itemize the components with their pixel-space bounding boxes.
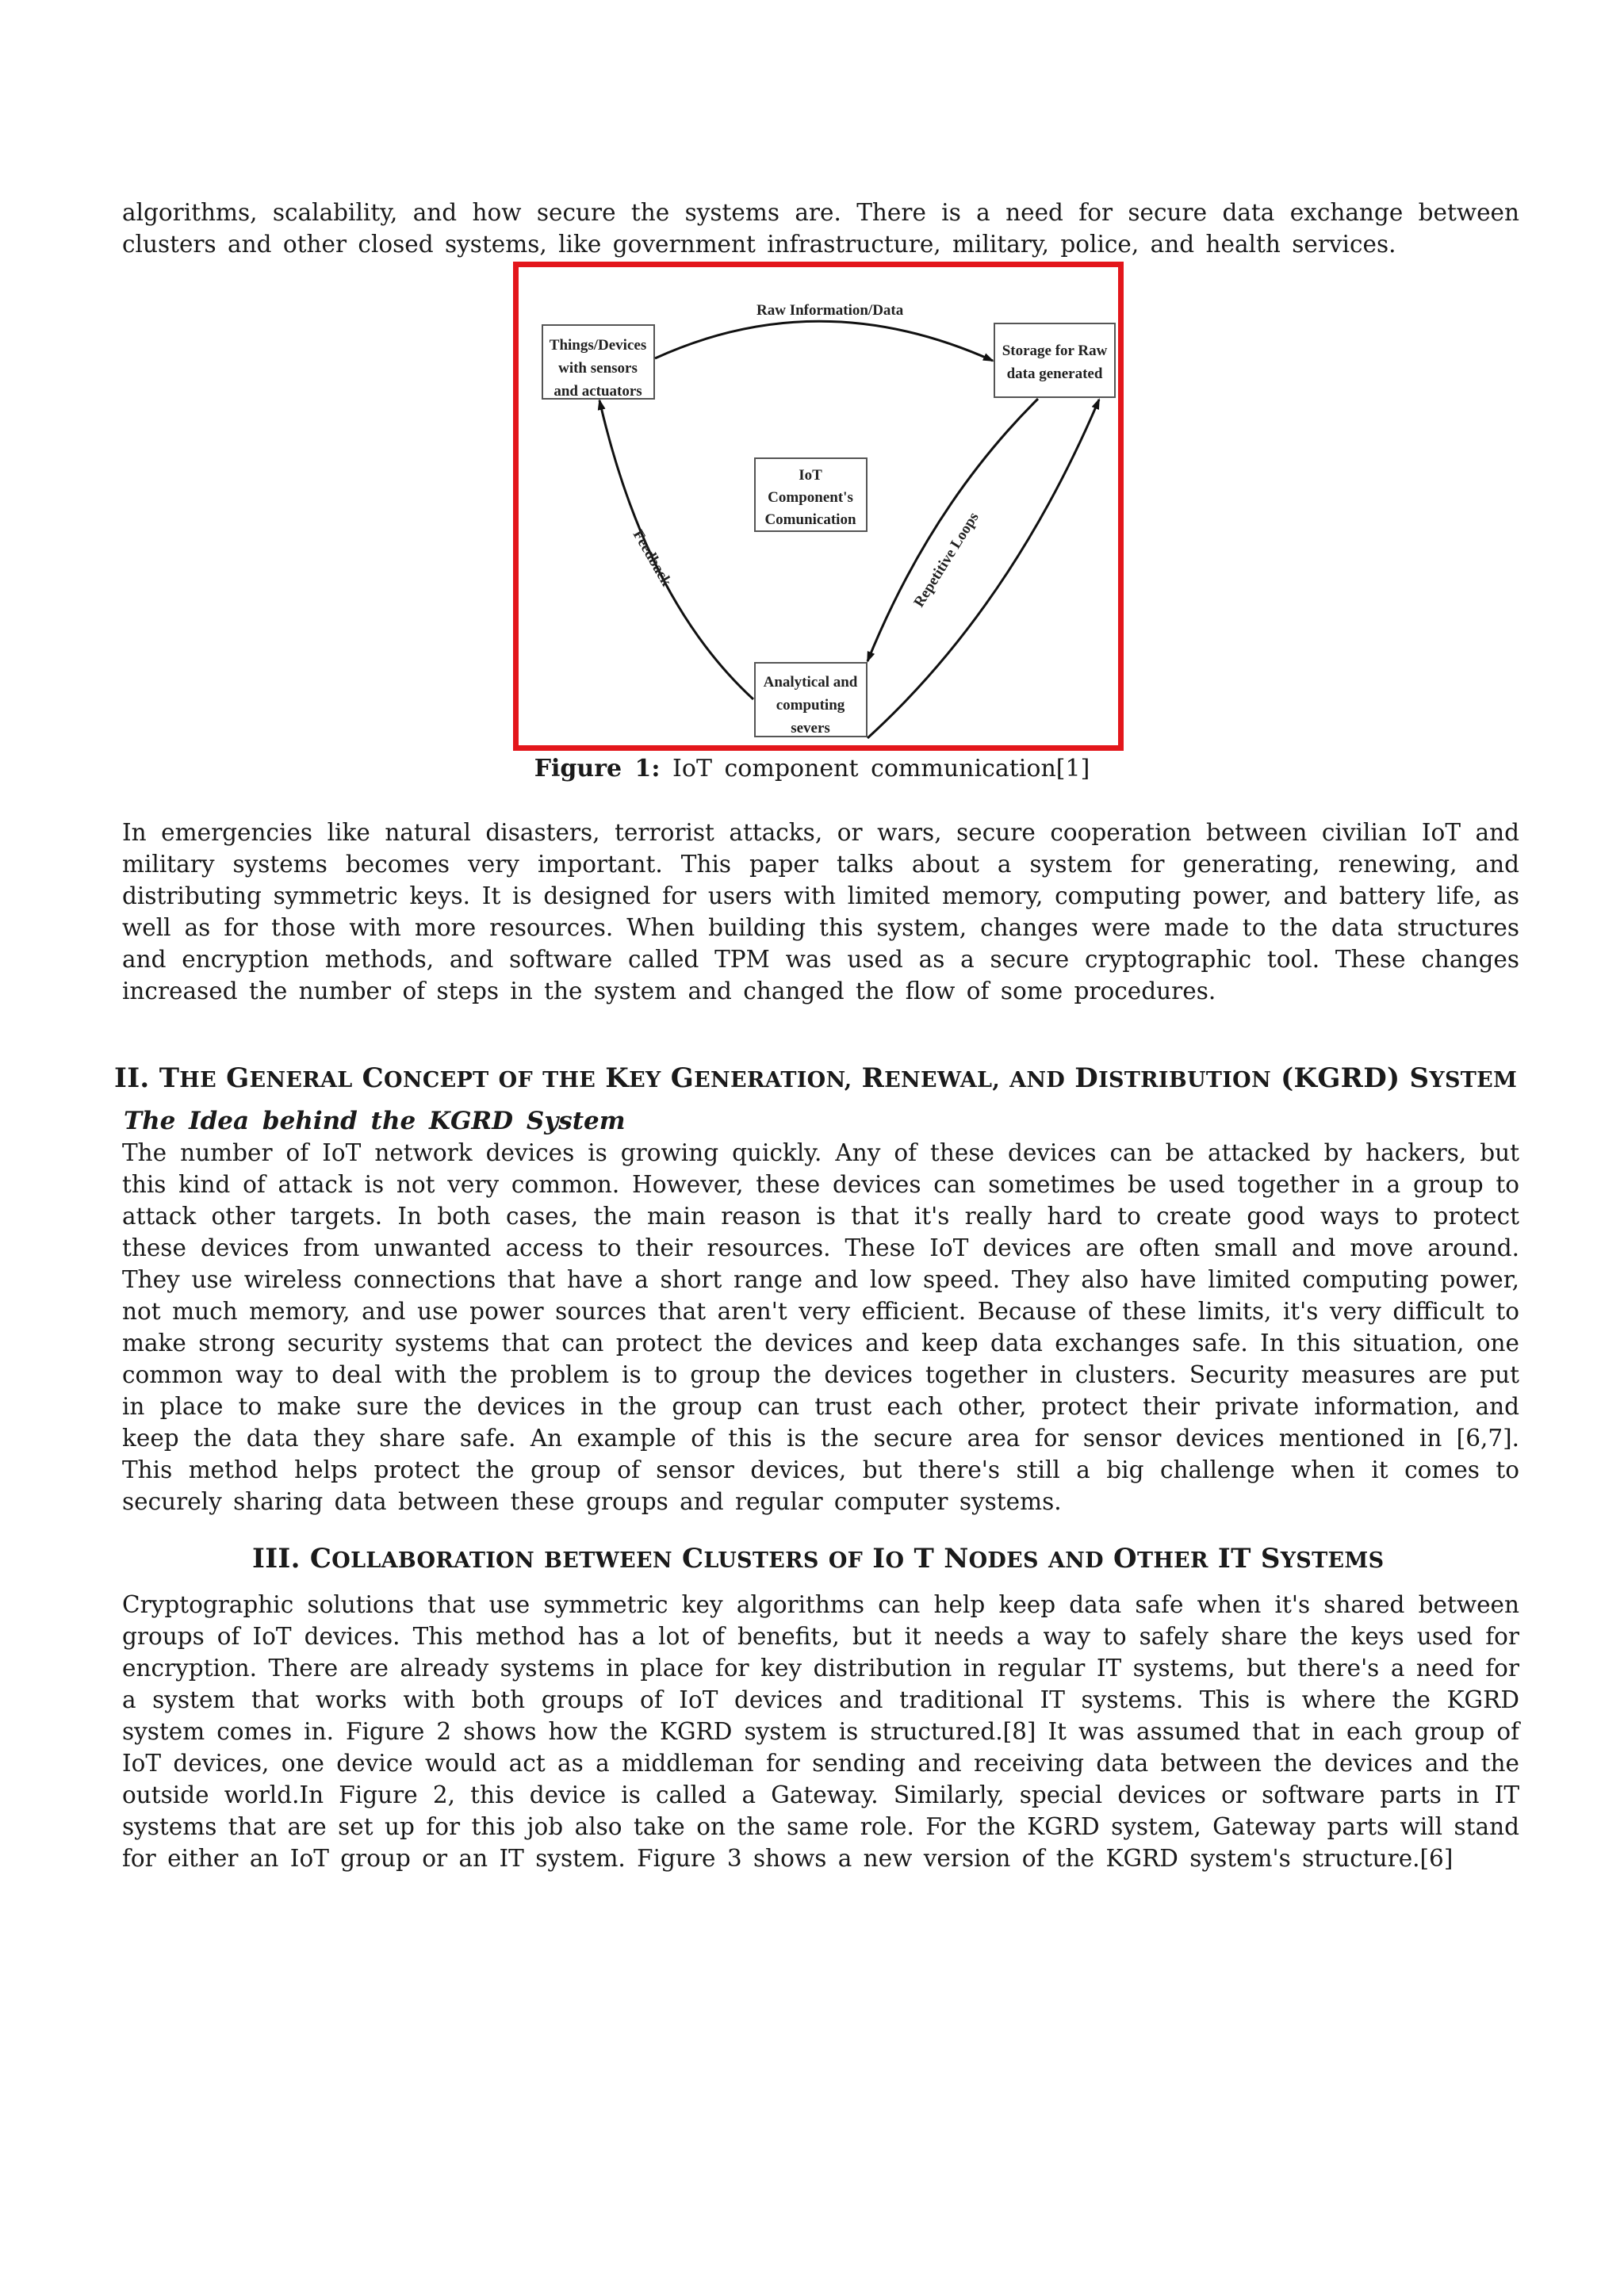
heading-word-cap: R: [861, 1062, 885, 1094]
section-3-numeral: III.: [252, 1543, 301, 1575]
heading-word: [605, 1062, 661, 1094]
heading-word-rest: HE: [179, 1068, 216, 1093]
paragraph-collaboration: Cryptographic solutions that use symmetric key algorithms can help keep data safe when it's shared between groups of IoT devices. This method has a lot of benefits, but it needs a way to safely share the keys used for encryption. There are already systems in place for key distribution in regular IT systems, but there's a need for a system that works with both groups of IoT devices and traditional IT systems. This is where the KGRD system comes in. Figure 2 shows how the KGRD system is structured.[8] It was assumed that in each group of IoT devices, one device would act as a middleman for sending and receiving data between the devices and the outside world.In Figure 2, this device is called a Gateway. Similarly, special devices or software parts in IT systems that are set up for this job also take on the same role. For the KGRD system, Gateway parts will stand for either an IoT group or an IT system. Figure 3 shows a new version of the KGRD system's structure.[6]: [122, 1591, 1519, 1872]
heading-word-rest: OF: [498, 1068, 533, 1093]
node-center-line3: Comunication: [764, 511, 856, 528]
heading-word-cap: C: [309, 1543, 332, 1575]
heading-section-2: [114, 1061, 1517, 1098]
label-raw-data: Raw Information/Data: [756, 302, 904, 319]
heading-word-rest: ENERATION,: [694, 1068, 852, 1093]
heading-word: [1074, 1062, 1271, 1094]
heading-word-rest: BETWEEN: [544, 1548, 672, 1573]
heading-word-rest: ODES: [968, 1548, 1039, 1573]
heading-word-cap: S: [1260, 1543, 1281, 1575]
heading-word-rest: ENEWAL,: [884, 1068, 1001, 1093]
heading-word: [1009, 1062, 1065, 1094]
node-storage-line1: Storage for Raw: [1002, 342, 1108, 359]
heading-word: [226, 1062, 352, 1094]
heading-word-rest: ISTRIBUTION: [1098, 1068, 1271, 1093]
arrow-loop-down: [868, 399, 1038, 661]
heading-word-rest: OLLABORATION: [331, 1548, 534, 1573]
figure-1-caption: [0, 753, 1624, 785]
heading-word: [1281, 1062, 1400, 1094]
heading-word-rest: EY: [629, 1068, 661, 1093]
node-analytics-line2: computing: [776, 697, 845, 714]
node-things-line2: with sensors: [558, 360, 638, 377]
node-things-line1: Things/Devices: [549, 337, 647, 354]
heading-word-rest: YSTEM: [1429, 1068, 1518, 1093]
heading-word-rest: AND: [1048, 1548, 1104, 1573]
heading-word-rest: OF: [828, 1548, 864, 1573]
figure-1-frame: [513, 262, 1124, 751]
node-analytics-line1: Analytical and: [763, 674, 858, 691]
heading-word-cap: K: [605, 1062, 630, 1094]
node-center-iot: [755, 458, 867, 531]
heading-word-cap: G: [670, 1062, 695, 1094]
heading-word: [671, 1062, 852, 1094]
heading-word-cap: G: [226, 1062, 250, 1094]
heading-word-rest: O: [885, 1548, 905, 1573]
heading-word: [362, 1062, 489, 1094]
heading-word-rest: YSTEMS: [1280, 1548, 1385, 1573]
node-storage: [994, 323, 1115, 397]
node-center-line2: Component's: [768, 489, 853, 506]
heading-word: [862, 1062, 1000, 1094]
node-things-devices: [542, 325, 654, 400]
heading-word: [914, 1543, 934, 1575]
heading-word-cap: IT: [1217, 1543, 1251, 1575]
heading-word-cap: T: [159, 1062, 180, 1094]
heading-word: [544, 1543, 672, 1575]
heading-word-rest: THER: [1136, 1548, 1208, 1573]
heading-word: [1261, 1543, 1385, 1575]
heading-word-cap: C: [362, 1062, 385, 1094]
figure-caption-text: IoT component communication[1]: [672, 755, 1090, 783]
label-repetitive-loops: Repetitive Loops: [910, 509, 982, 610]
node-storage-line2: data generated: [1006, 365, 1103, 382]
heading-word: [159, 1062, 216, 1094]
heading-word: [310, 1543, 534, 1575]
section-2-title: [159, 1062, 1518, 1094]
heading-word-cap: O: [1113, 1543, 1137, 1575]
arrow-raw-data: [655, 321, 993, 361]
node-things-line3: and actuators: [553, 383, 642, 400]
heading-word: [1113, 1543, 1208, 1575]
paragraph-kgrd-idea: The number of IoT network devices is growing quickly. Any of these devices can be attacked by hackers, but this kind of attack is not very common. However, these devices can sometimes be used together in a group to attack other targets. In both cases, the main reason is that it's really hard to create good ways to protect these devices from unwanted access to their resources. These IoT devices are often small and move around. They use wireless connections that have a short range and low speed. They also have limited computing power, not much memory, and use power sources that aren't very efficient. Because of these limits, it's very difficult to make strong security systems that can protect the devices and keep data exchanges safe. In this situation, one common way to deal with the problem is to group the devices together in clusters. Security measures are put in place to make sure the devices in the group can trust each other, protect their private information, and keep the data they share safe. An example of this is the secure area for sensor devices mentioned in [6,7]. This method helps protect the group of sensor devices, but there's still a big challenge when it comes to securely sharing data between these groups and regular computer systems.: [122, 1139, 1519, 1515]
heading-word-rest: THE: [542, 1068, 596, 1093]
heading-word: [682, 1543, 819, 1575]
node-analytics: [755, 663, 867, 737]
section-3-title: [310, 1543, 1384, 1575]
heading-word-rest: ENERAL: [249, 1068, 353, 1093]
heading-word: [1218, 1543, 1251, 1575]
label-feedback: Feedback: [629, 527, 675, 590]
paragraph-intro-tail: algorithms, scalability, and how secure the systems are. There is a need for secure data exchange between clusters and other closed systems, like government infrastructure, military, police, and health services.: [122, 199, 1519, 258]
heading-word-rest: ONCEPT: [384, 1068, 489, 1093]
figure-label: Figure 1:: [534, 755, 661, 783]
heading-word: [1410, 1062, 1518, 1094]
node-analytics-line3: severs: [791, 720, 830, 737]
heading-word-cap: N: [944, 1543, 969, 1575]
node-center-line1: IoT: [799, 467, 822, 484]
heading-word-rest: AND: [1009, 1068, 1066, 1093]
iot-communication-diagram: [519, 267, 1118, 745]
heading-word-cap: C: [682, 1543, 704, 1575]
heading-word: [542, 1062, 596, 1094]
heading-word: [872, 1543, 904, 1575]
heading-word: [944, 1543, 1039, 1575]
arrow-feedback: [599, 400, 753, 699]
heading-word-cap: S: [1409, 1062, 1430, 1094]
heading-word: [829, 1543, 863, 1575]
heading-word: [499, 1062, 533, 1094]
arrow-loop-up: [868, 400, 1099, 738]
paragraph-emergencies: In emergencies like natural disasters, terrorist attacks, or wars, secure cooperation between civilian IoT and military systems becomes very important. This paper talks about a system for generating, renewing, and distributing symmetric keys. It is designed for users with limited memory, computing power, and battery life, as well as for those with more resources. When building this system, changes were made to the data structures and encryption methods, and software called TPM was used as a secure cryptographic tool. These changes increased the number of steps in the system and changed the flow of some procedures.: [122, 819, 1519, 1004]
section-2-numeral: II.: [114, 1062, 150, 1094]
heading-word: [1048, 1543, 1104, 1575]
subheading-kgrd-idea: The Idea behind the KGRD System: [124, 1107, 626, 1135]
heading-word-cap: D: [1074, 1062, 1099, 1094]
heading-section-3: [252, 1541, 1384, 1578]
heading-word-cap: I: [872, 1543, 886, 1575]
heading-word-cap: (KGRD): [1281, 1062, 1400, 1094]
heading-word-cap: T: [914, 1543, 935, 1575]
heading-word-rest: LUSTERS: [703, 1548, 819, 1573]
